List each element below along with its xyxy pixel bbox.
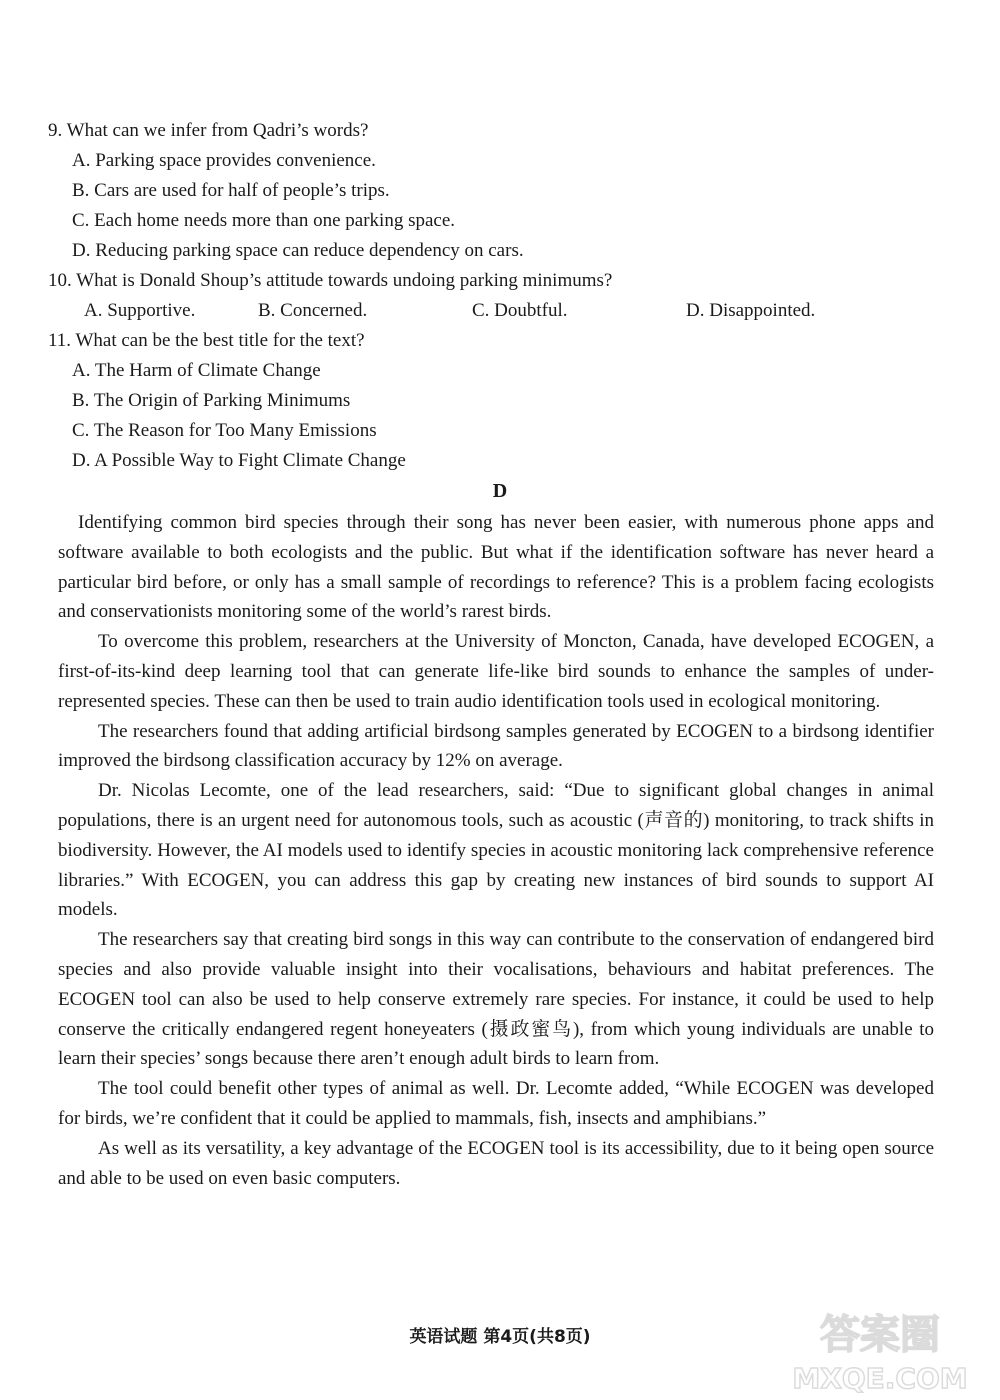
question-11 <box>48 326 948 476</box>
option-b: B. Cars are used for half of people’s trips. <box>72 180 390 201</box>
watermark-logo <box>780 1300 980 1396</box>
page-footer: 英语试题 第4页(共8页) <box>409 1327 591 1347</box>
option-c: C. Each home needs more than one parking space. <box>72 210 456 231</box>
option-row <box>48 296 948 326</box>
passage-paragraph: Dr. Nicolas Lecomte, one of the lead researchers, said: “Due to significant global changes in animal populations, there is an urgent need for autonomous tools, such as acoustic (声音的) monitoring, to track shifts in biodiversity. However, the AI models used to identify species in acoustic monitoring lack comprehensive reference libraries.” With ECOGEN, you can address this gap by creating new instances of bird sounds to support AI models. <box>58 780 934 921</box>
option-d: D. Disappointed. <box>686 300 816 321</box>
question-stem: 9. What can we infer from Qadri’s words? <box>48 120 369 141</box>
passage-paragraph: The tool could benefit other types of animal as well. Dr. Lecomte added, “While ECOGEN was developed for birds, we’re confident that it could be applied to mammals, fish, insects and amphibians.” <box>58 1078 934 1129</box>
option-c: C. The Reason for Too Many Emissions <box>72 420 377 441</box>
section-title: D <box>492 480 508 502</box>
watermark-top-text: 答案圈 <box>820 1312 940 1358</box>
option-d: D. A Possible Way to Fight Climate Change <box>72 450 406 471</box>
passage-paragraph: To overcome this problem, researchers at the University of Moncton, Canada, have developed ECOGEN, a first-of-its-kind deep learning tool that can generate life-like bird sounds to enhance the samples of under-represented species. These can then be used to train audio identification tools used in ecological monitoring. <box>58 631 934 712</box>
option-a: A. Parking space provides convenience. <box>72 150 376 171</box>
question-stem: 11. What can be the best title for the text? <box>48 330 365 351</box>
question-list <box>48 116 948 476</box>
question-10 <box>48 266 948 326</box>
watermark-bottom-text: MXQE.COM <box>792 1362 968 1395</box>
option-a: A. Supportive. <box>84 300 196 321</box>
reading-passage <box>58 508 934 1193</box>
passage-paragraph: As well as its versatility, a key advantage of the ECOGEN tool is its accessibility, due to it being open source and able to be used on even basic computers. <box>58 1137 934 1189</box>
passage-paragraph: The researchers found that adding artificial birdsong samples generated by ECOGEN to a birdsong identifier improved the birdsong classification accuracy by 12% on average. <box>58 720 934 772</box>
question-9 <box>48 116 948 266</box>
option-c: C. Doubtful. <box>472 300 568 321</box>
option-b: B. The Origin of Parking Minimums <box>72 390 351 411</box>
passage-paragraph: Identifying common bird species through their song has never been easier, with numerous phone apps and software available to both ecologists and the public. But what if the identification software has never heard a particular bird before, or only has a small sample of recordings to reference? This is a problem facing ecologists and conservationists monitoring some of the world’s rarest birds. <box>58 512 934 623</box>
option-a: A. The Harm of Climate Change <box>72 360 321 381</box>
passage-paragraph: The researchers say that creating bird songs in this way can contribute to the conservation of endangered bird species and also provide valuable insight into their vocalisations, behaviours and habitat preferences. The ECOGEN tool can also be used to help conserve extremely rare species. For instance, it could be used to help conserve the critically endangered regent honeyeaters (摄政蜜鸟), from which young individuals are unable to learn their species’ songs because there aren’t enough adult birds to learn from. <box>58 929 934 1070</box>
option-d: D. Reducing parking space can reduce dependency on cars. <box>72 240 524 261</box>
question-stem: 10. What is Donald Shoup’s attitude towards undoing parking minimums? <box>48 270 613 291</box>
option-b: B. Concerned. <box>258 300 368 321</box>
